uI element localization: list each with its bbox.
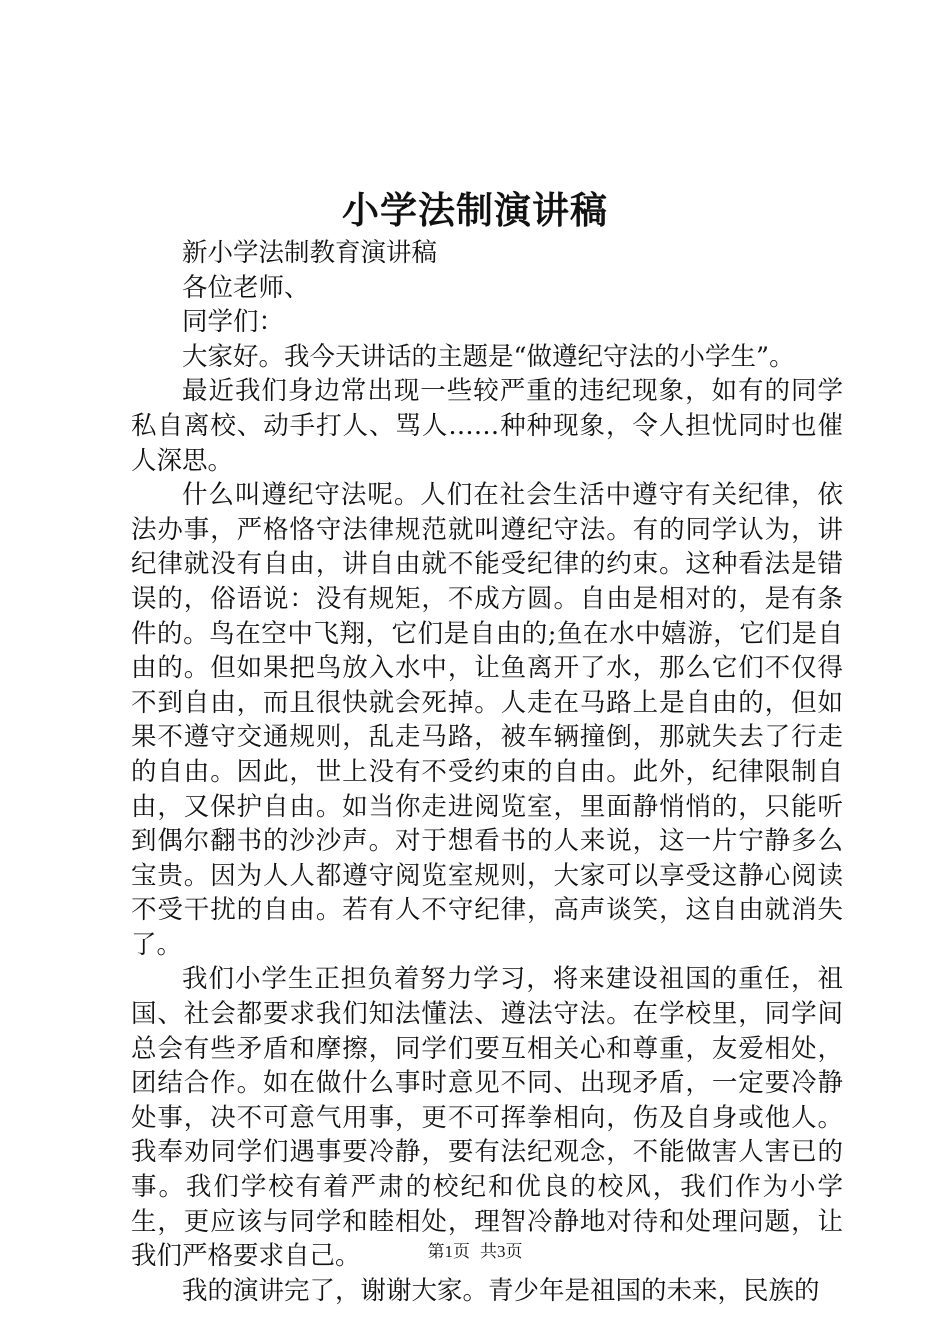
paragraph-greeting: 大家好。我今天讲话的主题是“做遵纪守法的小学生”。	[182, 341, 795, 372]
page-number: 第1页	[427, 1242, 470, 1261]
paragraph-body: 我们小学生正担负着努力学习，将来建设祖国的重任，祖国、社会都要求我们知法懂法、遵法守法。在学校里，同学间总会有些矛盾和摩擦，同学们要互相关心和尊重，友爱相处，团结合作。如在做什么事时意见不同、出现矛盾，一定要冷静处事，决不可意气用事，更不可挥拳相向，伤及自身或他人。我奉劝同学们遇事要冷静，要有法纪观念，不能做害人害已的事。我们学校有着严肃的校纪和优良的校风，我们作为小学生，更应该与同学和睦相处，理智冷静地对待和处理问题，让我们严格要求自己。	[131, 964, 843, 1272]
page-footer	[0, 1240, 950, 1264]
paragraph-body: 什么叫遵纪守法呢。人们在社会生活中遵守有关纪律，依法办事，严格恪守法律规范就叫遵纪守法。有的同学认为，讲纪律就没有自由，讲自由就不能受纪律的约束。这种看法是错误的，俗语说：没有规矩，不成方圆。自由是相对的，是有条件的。鸟在空中飞翔，它们是自由的;鱼在水中嬉游，它们是自由的。但如果把鸟放入水中，让鱼离开了水，那么它们不仅得不到自由，而且很快就会死掉。人走在马路上是自由的，但如果不遵守交通规则，乱走马路，被车辆撞倒，那就失去了行走的自由。因此，世上没有不受约束的自由。此外，纪律限制自由，又保护自由。如当你走进阅览室，里面静悄悄的，只能听到偶尔翻书的沙沙声。对于想看书的人来说，这一片宁静多么宝贵。因为人人都遵守阅览室规则，大家可以享受这静心阅读不受干扰的自由。若有人不守纪律，高声谈笑，这自由就消失了。	[131, 480, 843, 960]
paragraph-body: 我的演讲完了，谢谢大家。青少年是祖国的未来，民族的	[182, 1275, 820, 1306]
paragraph-body: 最近我们身边常出现一些较严重的违纪现象，如有的同学私自离校、动手打人、骂人……种种现象，令人担忧同时也催人深思。	[131, 376, 843, 476]
paragraph-subtitle: 新小学法制教育演讲稿	[182, 238, 438, 268]
document-title: 小学法制演讲稿	[342, 188, 608, 232]
paragraph-salutation-students: 同学们：	[182, 307, 285, 338]
paragraph-salutation-teachers: 各位老师、	[182, 272, 310, 303]
page-total: 共3页	[480, 1242, 523, 1261]
document-body	[131, 236, 843, 1308]
